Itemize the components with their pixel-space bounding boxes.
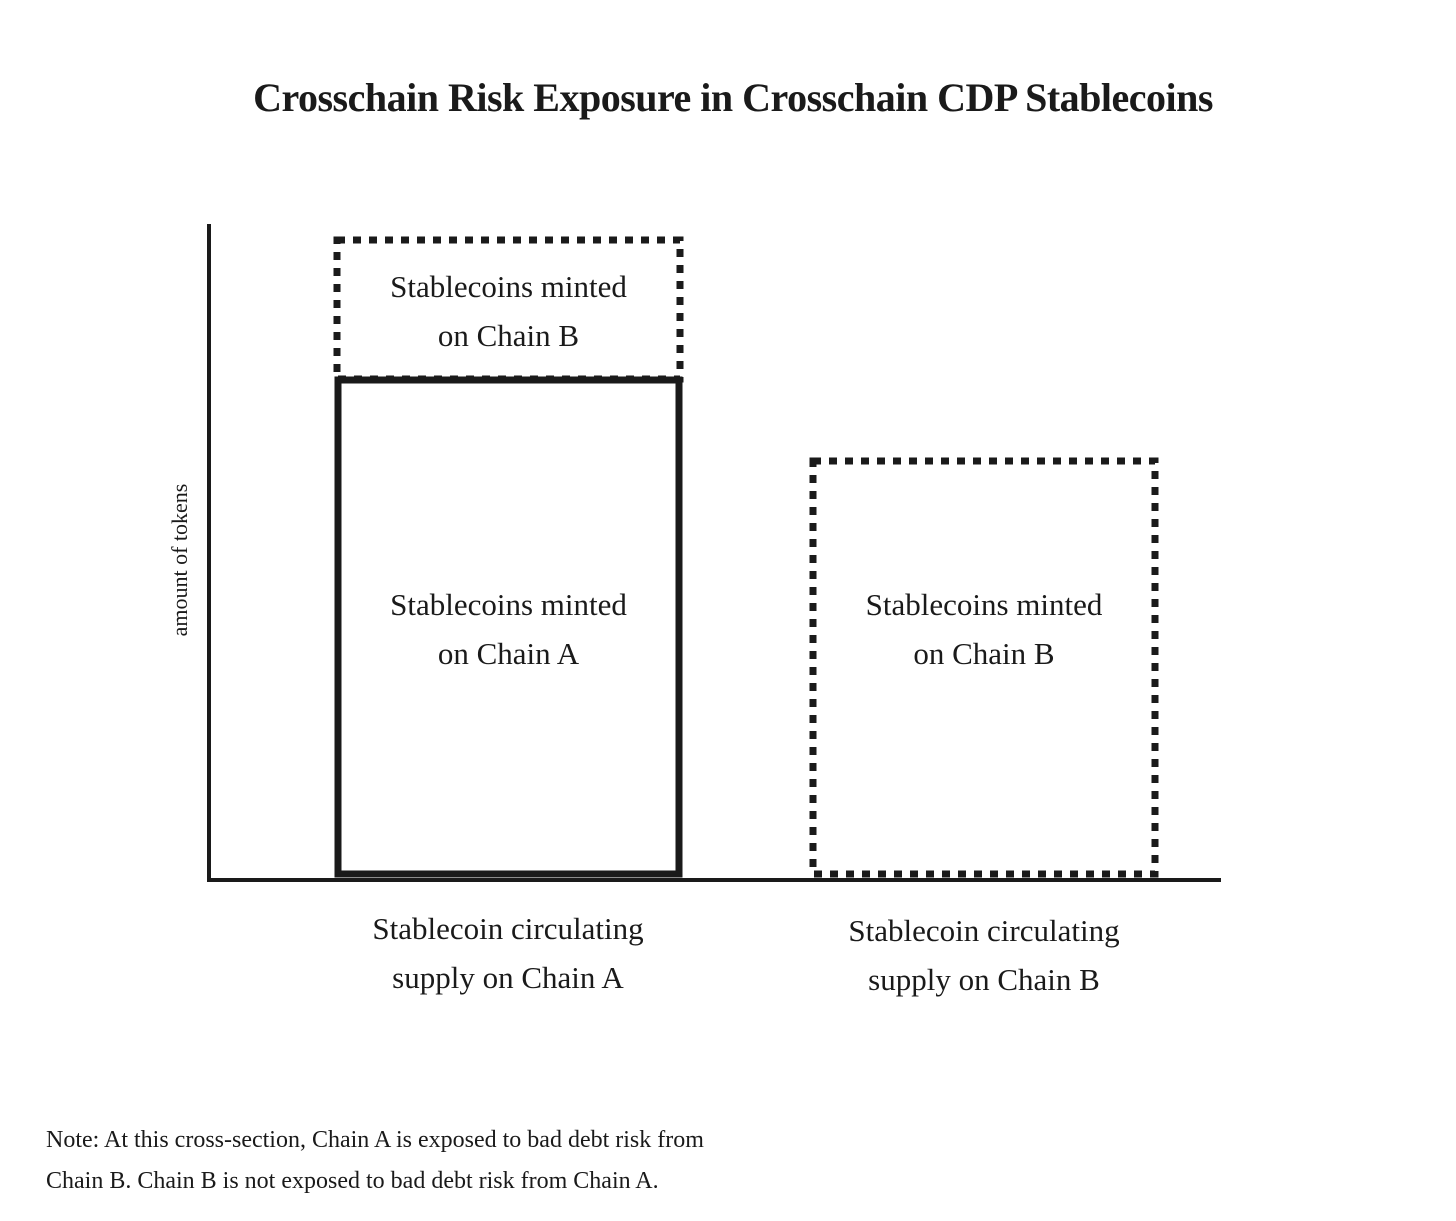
box-label-line: Stablecoins minted [390,587,627,622]
category-label-chain-a [307,904,709,1002]
category-label-line: supply on Chain B [868,962,1100,997]
box-label-line: Stablecoins minted [390,269,627,304]
category-label-line: supply on Chain A [392,960,624,995]
box-label-line: on Chain B [913,636,1055,671]
box-label-line: Stablecoins minted [865,587,1103,622]
footnote-line: Chain B. Chain B is not exposed to bad debt risk from Chain A. [46,1168,659,1194]
category-label-line: Stablecoin circulating [848,913,1120,948]
category-label-line: Stablecoin circulating [372,911,644,946]
footnote [46,1120,704,1202]
chain-a-native-box-label [337,580,680,678]
footnote-line: Note: At this cross-section, Chain A is exposed to bad debt risk from [46,1127,704,1153]
y-axis-label: amount of tokens [167,483,192,637]
diagram-title: Crosschain Risk Exposure in Crosschain CDP Stablecoins [253,75,1213,120]
box-label-line: on Chain A [437,636,580,671]
chain-a-bridged-box-label [337,262,680,360]
category-label-chain-b [783,906,1185,1004]
box-label-line: on Chain B [437,318,580,353]
chain-b-native-box-label [813,580,1155,678]
